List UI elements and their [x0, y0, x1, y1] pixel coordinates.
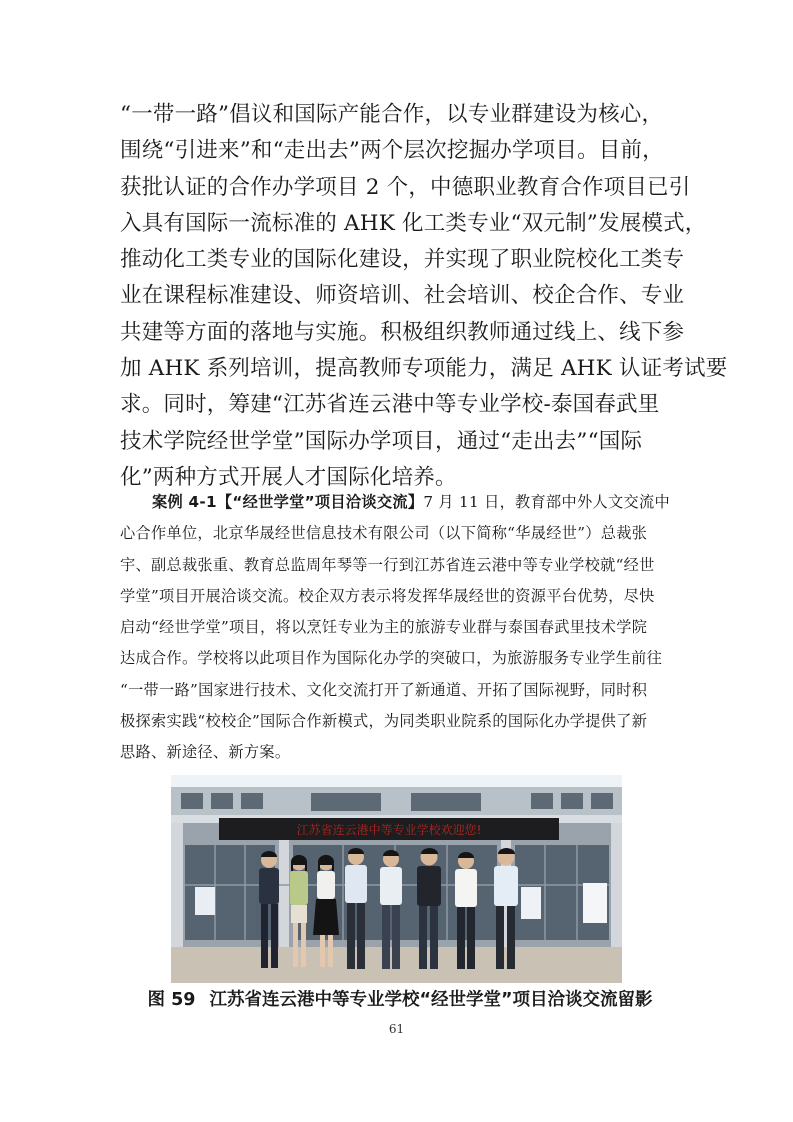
case-text: 7 月 11 日，教育部中外人文交流中 [423, 493, 670, 511]
case-first-line [120, 487, 680, 518]
body-line: 共建等方面的落地与实施。积极组织教师通过线上、线下参 [120, 319, 685, 345]
body-line: 入具有国际一流标准的 AHK 化工类专业“双元制”发展模式， [120, 210, 707, 236]
case-line: 极探索实践“校校企”国际合作新模式，为同类职业院系的国际化办学提供了新 [120, 712, 648, 731]
body-line: 求。同时，筹建“江苏省连云港中等专业学校-泰国春武里 [120, 392, 660, 418]
page-number: 61 [388, 1022, 405, 1036]
welcome-banner: 江苏省连云港中等专业学校欢迎您! [296, 823, 482, 837]
body-line: 推动化工类专业的国际化建设，并实现了职业院校化工类专 [120, 247, 685, 273]
case-title: 案例 4-1【“经世学堂”项目洽谈交流】 [152, 493, 424, 511]
body-line: 获批认证的合作办学项目 2 个，中德职业教育合作项目已引 [120, 174, 691, 200]
group-photo-illustration [171, 775, 622, 983]
case-line: 宇、副总裁张重、教育总监周年琴等一行到江苏省连云港中等专业学校就“经世 [120, 555, 655, 574]
case-line: 启动“经世学堂”项目，将以烹饪专业为主的旅游专业群与泰国春武里技术学院 [120, 618, 648, 637]
body-line: “一带一路”倡议和国际产能合作，以专业群建设为核心， [120, 102, 664, 127]
body-line: 围绕“引进来”和“走出去”两个层次挖掘办学项目。目前， [120, 138, 664, 164]
figure-caption [120, 988, 680, 1012]
body-line: 业在课程标准建设、师资培训、社会培训、校企合作、专业 [120, 283, 685, 309]
figure-title: 江苏省连云港中等专业学校“经世学堂”项目洽谈交流留影 [209, 990, 653, 1010]
case-line: 达成合作。学校将以此项目作为国际化办学的突破口，为旅游服务专业学生前往 [120, 649, 663, 668]
group-photo [171, 775, 622, 983]
body-line: 化”两种方式开展人才国际化培养。 [120, 464, 457, 490]
case-line: 学堂”项目开展洽谈交流。校企双方表示将发挥华晟经世的资源平台优势，尽快 [120, 586, 655, 605]
body-paragraph [120, 97, 728, 496]
case-study [120, 487, 680, 769]
case-line: 思路、新途径、新方案。 [120, 743, 291, 762]
body-line: 加 AHK 系列培训，提高教师专项能力，满足 AHK 认证考试要 [120, 356, 728, 382]
case-line: 心合作单位，北京华晟经世信息技术有限公司（以下简称“华晟经世”）总裁张 [120, 524, 648, 543]
figure-label: 图 59 [147, 990, 196, 1010]
case-line: “一带一路”国家进行技术、文化交流打开了新通道、开拓了国际视野，同时积 [120, 680, 648, 699]
body-line: 技术学院经世学堂”国际办学项目，通过“走出去”“国际 [120, 428, 643, 454]
